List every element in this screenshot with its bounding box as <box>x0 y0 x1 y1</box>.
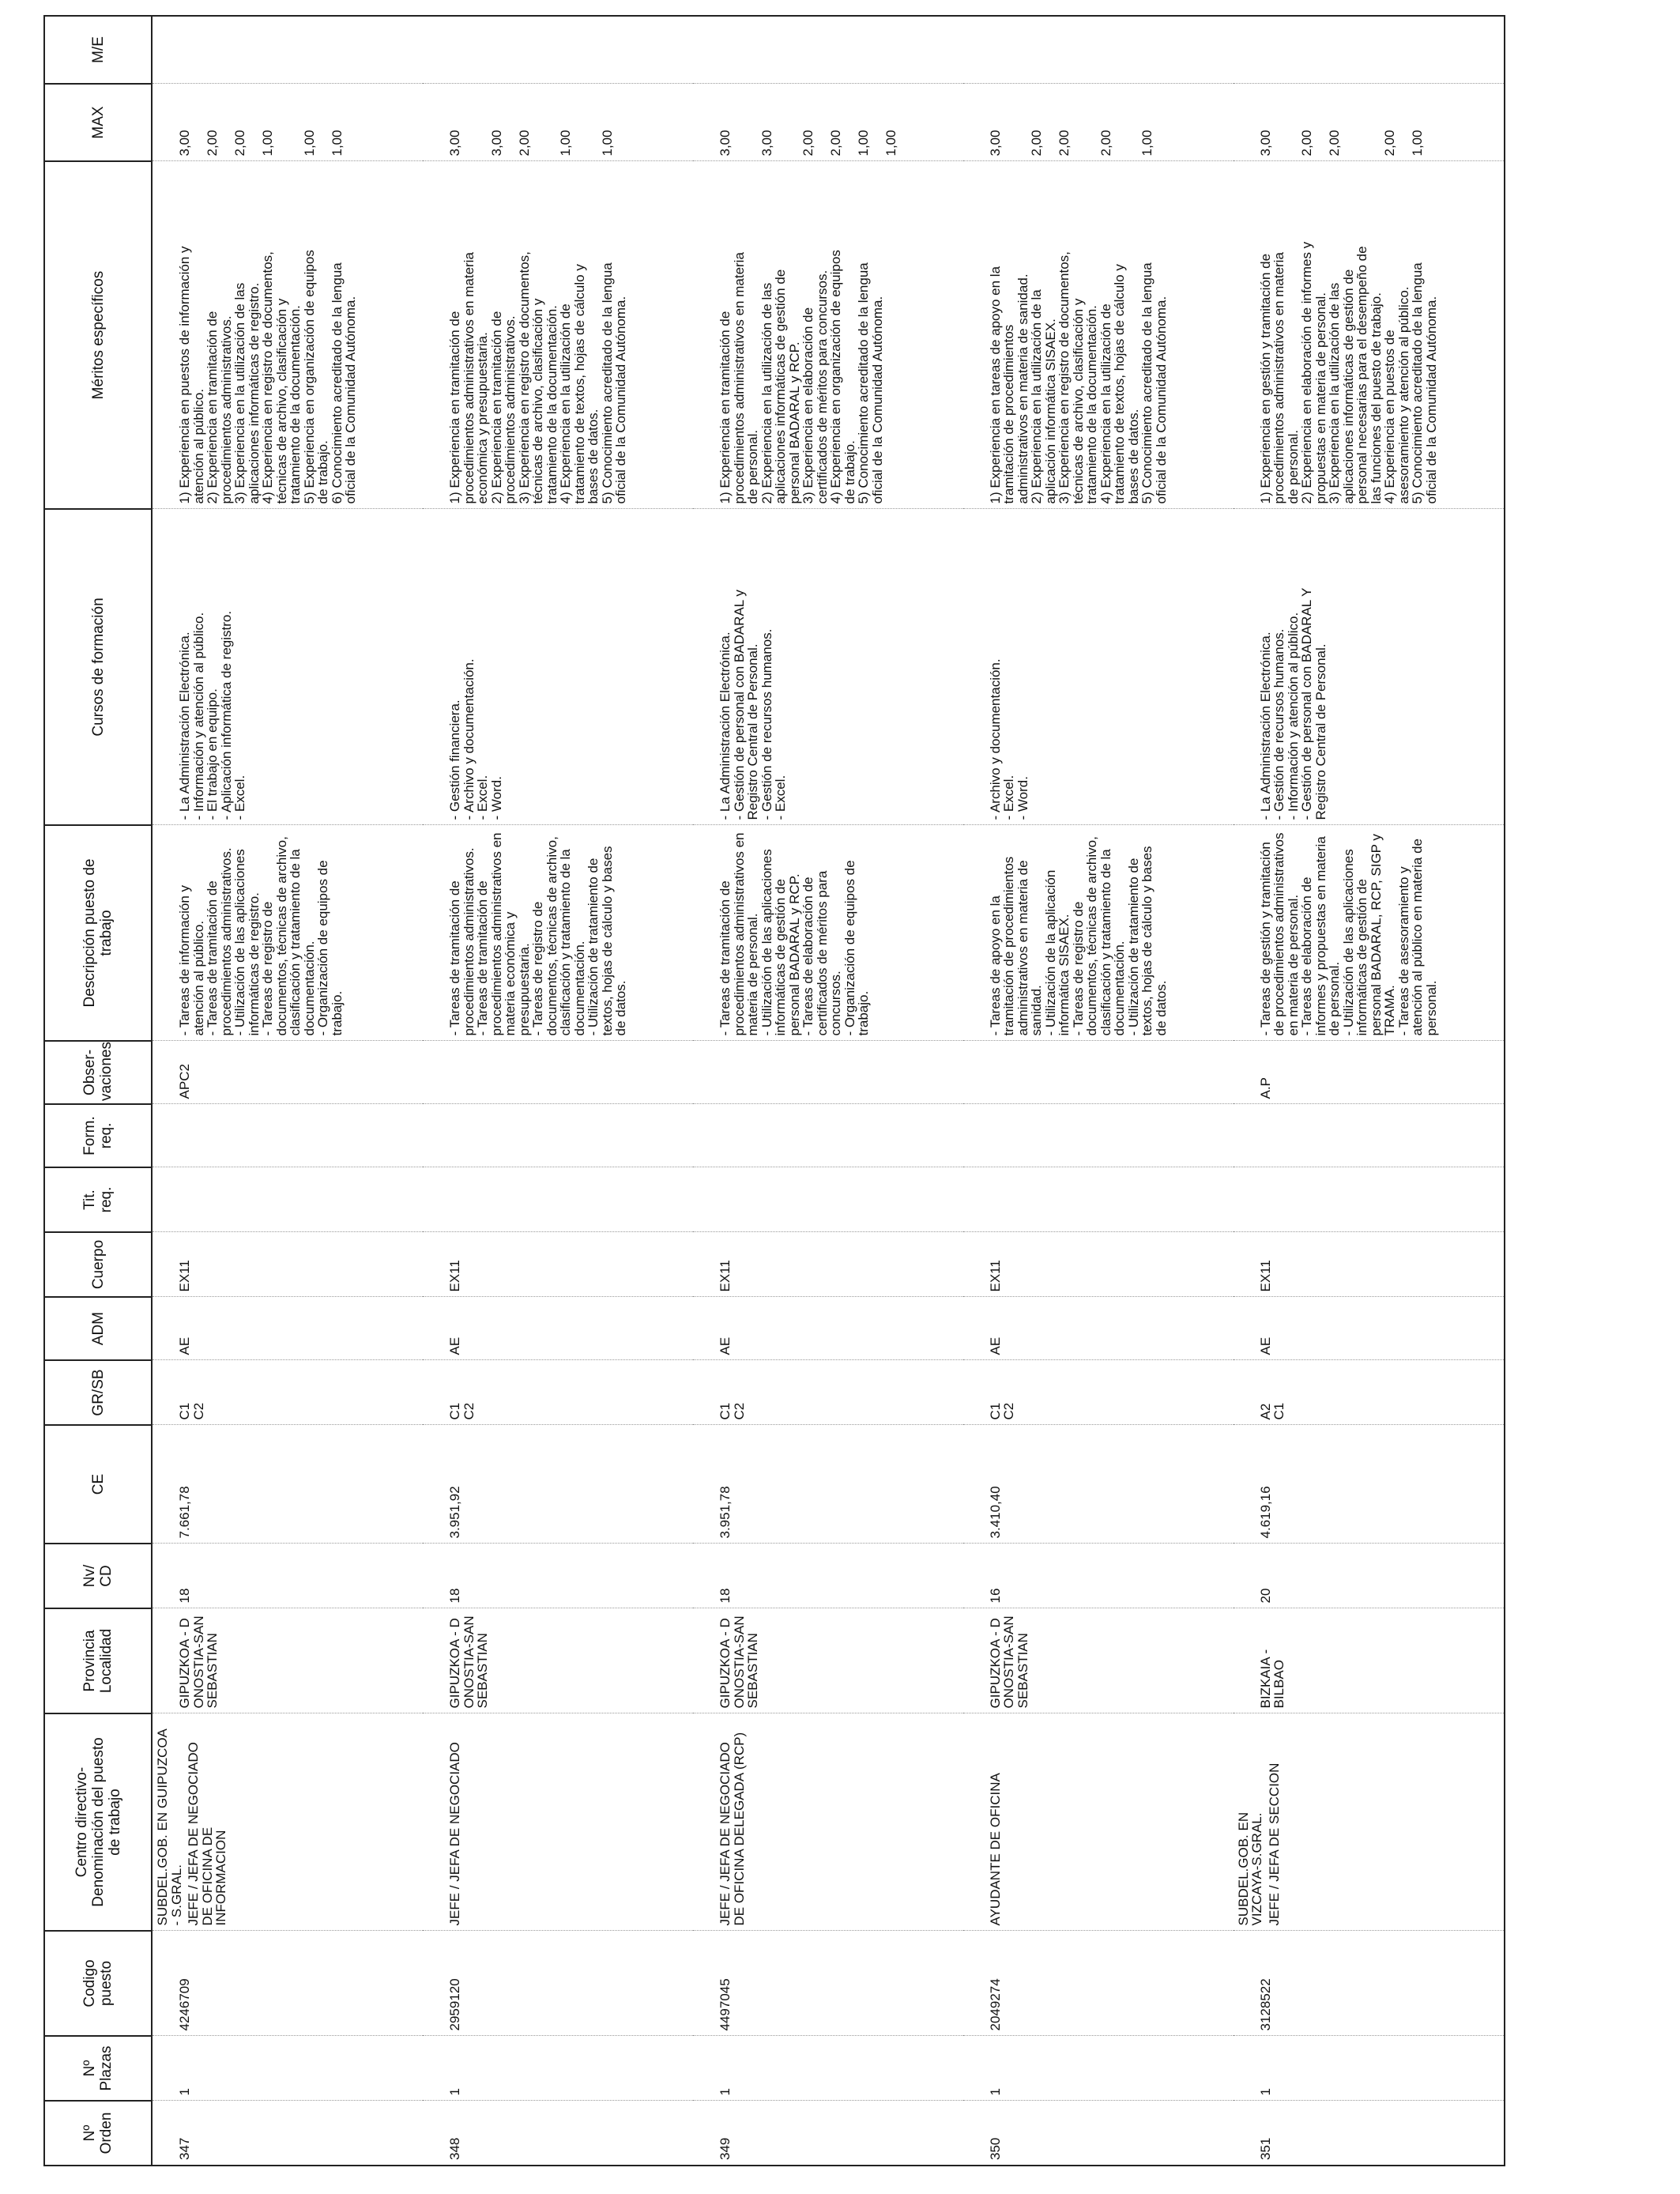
cell-grupo: C1 C2 <box>963 1360 1234 1425</box>
puesto-denominacion: JEFE / JEFA DE NEGOCIADO DE OFICINA DELEGADA (RCP) <box>718 1732 747 1926</box>
header-row <box>44 16 152 2166</box>
cell-plazas: 1 <box>1234 2036 1505 2101</box>
cell-grupo: C1 C2 <box>693 1360 963 1425</box>
cell-nivel: 18 <box>152 1544 423 1608</box>
puesto-denominacion: JEFE / JEFA DE SECCION <box>1266 1762 1282 1926</box>
header-me: M/E <box>44 16 152 84</box>
header-titulacion: Tit. req. <box>44 1167 152 1232</box>
cell-ce: 3.951,78 <box>693 1425 963 1544</box>
cell-meritos: 1) Experiencia en gestión y tramitación de procedimientos administrativos en materia de personal. 2) Experiencia en elaboración de informes y propuestas en materia de personal. 3) Experiencia en la utilización de las aplicaciones informáticas de gestión de personal necesarias para el desempeño de las funciones del puesto de trabajo. 4) Experiencia en puestos de asesoramiento y atención al público. 5) Conocimiento acreditado de la lengua oficial de la Comunidad Autónoma. <box>1234 161 1505 509</box>
cell-ce: 3.410,40 <box>963 1425 1234 1544</box>
cell-plazas: 1 <box>152 2036 423 2101</box>
cell-orden: 349 <box>693 2101 963 2166</box>
cell-max: 3,00 2,00 2,00 1,00 1,00 1,00 <box>152 84 423 161</box>
cell-plazas: 1 <box>693 2036 963 2101</box>
cell-formacion <box>423 1104 693 1167</box>
puesto-denominacion: JEFE / JEFA DE NEGOCIADO <box>447 1742 463 1926</box>
cell-nivel: 20 <box>1234 1544 1505 1608</box>
cell-meritos: 1) Experiencia en tramitación de procedimientos administrativos en materia económica y presupuestaria. 2) Experiencia en tramitación de procedimientos administrativos. 3) Experiencia en registro de documentos, técnicas de archivo, clasificación y tratamiento de la documentación. 4) Experiencia en la utilización de tratamiento de textos, hojas de cálculo y bases de datos. 5) Conocimiento acreditado de la lengua oficial de la Comunidad Autónoma. <box>423 161 693 509</box>
header-observaciones: Obser- vaciones <box>44 1041 152 1104</box>
cell-cursos: - La Administración Electrónica. - Gestión de recursos humanos. - Información y atención al público. - Gestión de personal con BADARAL Y Registro Central de Personal. <box>1234 509 1505 825</box>
cell-grupo: C1 C2 <box>423 1360 693 1425</box>
table-row <box>963 16 1234 2166</box>
header-cuerpo: Cuerpo <box>44 1232 152 1297</box>
cell-provincia: GIPUZKOA - D ONOSTIA-SAN SEBASTIAN <box>963 1608 1234 1713</box>
cell-grupo: C1 C2 <box>152 1360 423 1425</box>
cell-plazas: 1 <box>423 2036 693 2101</box>
cell-plazas: 1 <box>963 2036 1234 2101</box>
cell-titulacion <box>1234 1167 1505 1232</box>
header-nivel: Nv/ CD <box>44 1544 152 1608</box>
cell-formacion <box>693 1104 963 1167</box>
cell-descripcion: - Tareas de tramitación de procedimientos administrativos. - Tareas de tramitación de procedimientos administrativos en materia económica y presupuestaria. - Tareas de registro de documentos, técnicas de archivo, clasificación y tratamiento de la documentación. - Utilización de tratamiento de textos, hojas de cálculo y bases de datos. <box>423 825 693 1041</box>
cell-observaciones: APC2 <box>152 1041 423 1104</box>
cell-observaciones <box>963 1041 1234 1104</box>
cell-cursos: - Gestión financiera. - Archivo y documentación. - Excel. - Word. <box>423 509 693 825</box>
cell-ce: 4.619,16 <box>1234 1425 1505 1544</box>
cell-provincia: BIZKAIA - BILBAO <box>1234 1608 1505 1713</box>
header-plazas: Nº Plazas <box>44 2036 152 2101</box>
cell-nivel: 16 <box>963 1544 1234 1608</box>
table-row <box>1234 16 1505 2166</box>
puesto-denominacion: JEFE / JEFA DE NEGOCIADO DE OFICINA DE INFORMACION <box>186 1742 228 1926</box>
header-orden: Nº Orden <box>44 2101 152 2166</box>
cell-observaciones: A.P <box>1234 1041 1505 1104</box>
cell-me <box>1234 16 1505 84</box>
cell-nivel: 18 <box>693 1544 963 1608</box>
cell-max: 3,00 2,00 2,00 2,00 1,00 <box>963 84 1234 161</box>
cell-cursos: - Archivo y documentación. - Excel. - Word. <box>963 509 1234 825</box>
cell-cursos: - La Administración Electrónica. - Gestión de personal con BADARAL y Registro Central de Personal. - Gestión de recursos humanos. - Excel. <box>693 509 963 825</box>
header-centro: Centro directivo- Denominación del puesto de trabajo <box>44 1713 152 1931</box>
header-adm: ADM <box>44 1297 152 1360</box>
cell-observaciones <box>693 1041 963 1104</box>
table-row <box>152 16 423 2166</box>
cell-orden: 350 <box>963 2101 1234 2166</box>
cell-ce: 7.661,78 <box>152 1425 423 1544</box>
cell-titulacion <box>963 1167 1234 1232</box>
cell-descripcion: - Tareas de gestión y tramitación de procedimientos administrativos en materia de personal. - Tareas de elaboración de informes y propuestas en materia de personal. - Utilización de las aplicaciones informáticas de gestión de personal BADARAL, RCP, SIGP y TRAMA. - Tareas de asesoramiento y atención al público en materia de personal. <box>1234 825 1505 1041</box>
cell-adm: AE <box>1234 1297 1505 1360</box>
cell-centro <box>152 1713 423 1931</box>
header-provincia: Provincia Localidad <box>44 1608 152 1713</box>
cell-meritos: 1) Experiencia en tareas de apoyo en la tramitación de procedimientos administrativos en materia de sanidad. 2) Experiencia en la utilización de la aplicación informática SISAEX. 3) Experiencia en registro de documentos, técnicas de archivo, clasificación y tratamiento de la documentación. 4) Experiencia en la utilización de tratamiento de textos, hojas de cálculo y bases de datos. 5) Conocimiento acreditado de la lengua oficial de la Comunidad Autónoma. <box>963 161 1234 509</box>
header-meritos: Méritos específicos <box>44 161 152 509</box>
header-codigo: Codigo puesto <box>44 1931 152 2036</box>
cell-titulacion <box>152 1167 423 1232</box>
cell-meritos: 1) Experiencia en tramitación de procedimientos administrativos en materia de personal. 2) Experiencia en la utilización de las aplicaciones informáticas de gestión de personal BADARAL y RCP. 3) Experiencia en elaboración de certificados de méritos para concursos. 4) Experiencia en organización de equipos de trabajo. 5) Conocimiento acreditado de la lengua oficial de la Comunidad Autónoma. <box>693 161 963 509</box>
header-grupo: GR/SB <box>44 1360 152 1425</box>
cell-titulacion <box>423 1167 693 1232</box>
cell-meritos: 1) Experiencia en puestos de información y atención al público. 2) Experiencia en tramitación de procedimientos administrativos. 3) Experiencia en la utilización de las aplicaciones informáticas de registro. 4) Experiencia en registro de documentos, técnicas de archivo, clasificación y tratamiento de la documentación. 5) Experiencia en organización de equipos de trabajo. 6) Conocimiento acreditado de la lengua oficial de la Comunidad Autónoma. <box>152 161 423 509</box>
cell-centro <box>1234 1713 1505 1931</box>
cell-adm: AE <box>693 1297 963 1360</box>
cell-codigo: 4246709 <box>152 1931 423 2036</box>
cell-provincia: GIPUZKOA - D ONOSTIA-SAN SEBASTIAN <box>423 1608 693 1713</box>
cell-codigo: 4497045 <box>693 1931 963 2036</box>
cell-provincia: GIPUZKOA - D ONOSTIA-SAN SEBASTIAN <box>693 1608 963 1713</box>
cell-me <box>693 16 963 84</box>
cell-ce: 3.951,92 <box>423 1425 693 1544</box>
cell-centro <box>693 1713 963 1931</box>
cell-formacion <box>963 1104 1234 1167</box>
cell-orden: 347 <box>152 2101 423 2166</box>
cell-orden: 348 <box>423 2101 693 2166</box>
cell-observaciones <box>423 1041 693 1104</box>
cell-cursos: - La Administración Electrónica. - Información y atención al público. - El trabajo en equipo. - Aplicación informática de registro. - Excel. <box>152 509 423 825</box>
table-row <box>693 16 963 2166</box>
cell-me <box>152 16 423 84</box>
cell-descripcion: - Tareas de tramitación de procedimientos administrativos en materia de personal. - Utilización de las aplicaciones informáticas de gestión de personal BADARAL y RCP. - Tareas de elaboración de certificados de méritos para concursos. - Organización de equipos de trabajo. <box>693 825 963 1041</box>
cell-titulacion <box>693 1167 963 1232</box>
cell-cuerpo: EX11 <box>963 1232 1234 1297</box>
header-ce: CE <box>44 1425 152 1544</box>
cell-me <box>423 16 693 84</box>
cell-provincia: GIPUZKOA - D ONOSTIA-SAN SEBASTIAN <box>152 1608 423 1713</box>
cell-adm: AE <box>152 1297 423 1360</box>
cell-descripcion: - Tareas de información y atención al público. - Tareas de tramitación de procedimientos administrativos. - Utilización de las aplicaciones informáticas de registro. - Tareas de registro de documentos, técnicas de archivo, clasificación y tratamiento de la documentación. - Organización de equipos de trabajo. <box>152 825 423 1041</box>
cell-max: 3,00 3,00 2,00 1,00 1,00 <box>423 84 693 161</box>
positions-table <box>43 15 1505 2166</box>
cell-me <box>963 16 1234 84</box>
cell-max: 3,00 3,00 2,00 2,00 1,00 1,00 <box>693 84 963 161</box>
centro-directivo: SUBDEL.GOB. EN VIZCAYA-S.GRAL. <box>1235 1811 1265 1926</box>
cell-orden: 351 <box>1234 2101 1505 2166</box>
cell-centro <box>963 1713 1234 1931</box>
cell-codigo: 3128522 <box>1234 1931 1505 2036</box>
cell-cuerpo: EX11 <box>1234 1232 1505 1297</box>
header-max: MAX <box>44 84 152 161</box>
cell-centro <box>423 1713 693 1931</box>
puesto-denominacion: AYUDANTE DE OFICINA <box>987 1773 1003 1926</box>
header-cursos: Cursos de formación <box>44 509 152 825</box>
cell-formacion <box>152 1104 423 1167</box>
header-formacion: Form. req. <box>44 1104 152 1167</box>
cell-cuerpo: EX11 <box>152 1232 423 1297</box>
header-descripcion: Descripción puesto de trabajo <box>44 825 152 1041</box>
cell-max: 3,00 2,00 2,00 2,00 1,00 <box>1234 84 1505 161</box>
cell-grupo: A2 C1 <box>1234 1360 1505 1425</box>
cell-cuerpo: EX11 <box>423 1232 693 1297</box>
cell-codigo: 2959120 <box>423 1931 693 2036</box>
table-row <box>423 16 693 2166</box>
cell-adm: AE <box>963 1297 1234 1360</box>
cell-descripcion: - Tareas de apoyo en la tramitación de procedimientos administrativos en materia de sanidad. - Utilización de la aplicación informática SISAEX. - Tareas de registro de documentos, técnicas de archivo, clasificación y tratamiento de la documentación. - Utilización de tratamiento de textos, hojas de cálculo y bases de datos. <box>963 825 1234 1041</box>
cell-cuerpo: EX11 <box>693 1232 963 1297</box>
cell-nivel: 18 <box>423 1544 693 1608</box>
cell-formacion <box>1234 1104 1505 1167</box>
cell-codigo: 2049274 <box>963 1931 1234 2036</box>
cell-adm: AE <box>423 1297 693 1360</box>
centro-directivo: SUBDEL.GOB. EN GUIPUZCOA - S.GRAL. <box>155 1728 184 1926</box>
